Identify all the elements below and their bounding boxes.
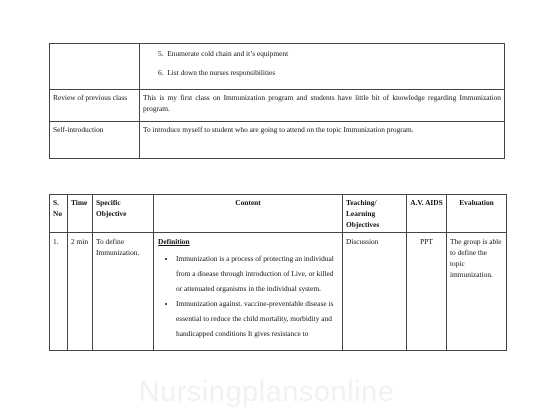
header-teaching: Teaching/ Learning Objectives <box>343 195 407 233</box>
content-list <box>158 251 338 341</box>
lesson-plan-content-table <box>49 194 507 351</box>
content-title: Definition <box>158 237 190 246</box>
cell-evaluation: The group is able to define the topic immunization. <box>447 233 507 351</box>
cell-content <box>154 233 343 351</box>
row-text: This is my first class on Immunization program and students have little bit of knowledge regarding Immunization program. <box>140 90 505 122</box>
cell-sno: 1. <box>50 233 68 351</box>
list-item: 5. Enumerate cold chain and it’s equipment <box>158 49 289 58</box>
lesson-plan-intro-table <box>49 43 505 159</box>
list-item: 6. List down the nurses responsibilities <box>158 68 276 77</box>
table-row <box>50 233 507 351</box>
watermark: Nursingplansonline <box>138 376 395 408</box>
table-row <box>50 90 505 122</box>
row-text: To introduce myself to student who are going to attend on the topic Immunization program. <box>140 122 505 159</box>
row-label: Self-introduction <box>50 122 140 159</box>
cell-time: 2 min <box>68 233 93 351</box>
header-aids: A.V. AIDS <box>407 195 447 233</box>
table-row <box>50 44 505 90</box>
list-item: • Immunization against. vaccine-preventable disease is essential to reduce the child mortality, morbidity and handicapped conditions It gives resistance to <box>176 296 338 341</box>
header-content: Content <box>154 195 343 233</box>
table-row <box>50 122 505 159</box>
header-time: Time <box>68 195 93 233</box>
row-label: Review of previous class <box>50 90 140 122</box>
table-header-row <box>50 195 507 233</box>
cell-objective: To define Immunization. <box>93 233 154 351</box>
table-cell <box>50 44 140 90</box>
cell-method: Discussion <box>343 233 407 351</box>
objectives-list <box>140 44 505 90</box>
header-evaluation: Evaluation <box>447 195 507 233</box>
list-item: • Immunization is a process of protecting an individual from a disease through introduction of Live, or killed or attenuated organisms in the individual system. <box>176 251 338 296</box>
header-objective: Specific Objective <box>93 195 154 233</box>
cell-aids: PPT <box>407 233 447 351</box>
header-sno: S. No <box>50 195 68 233</box>
